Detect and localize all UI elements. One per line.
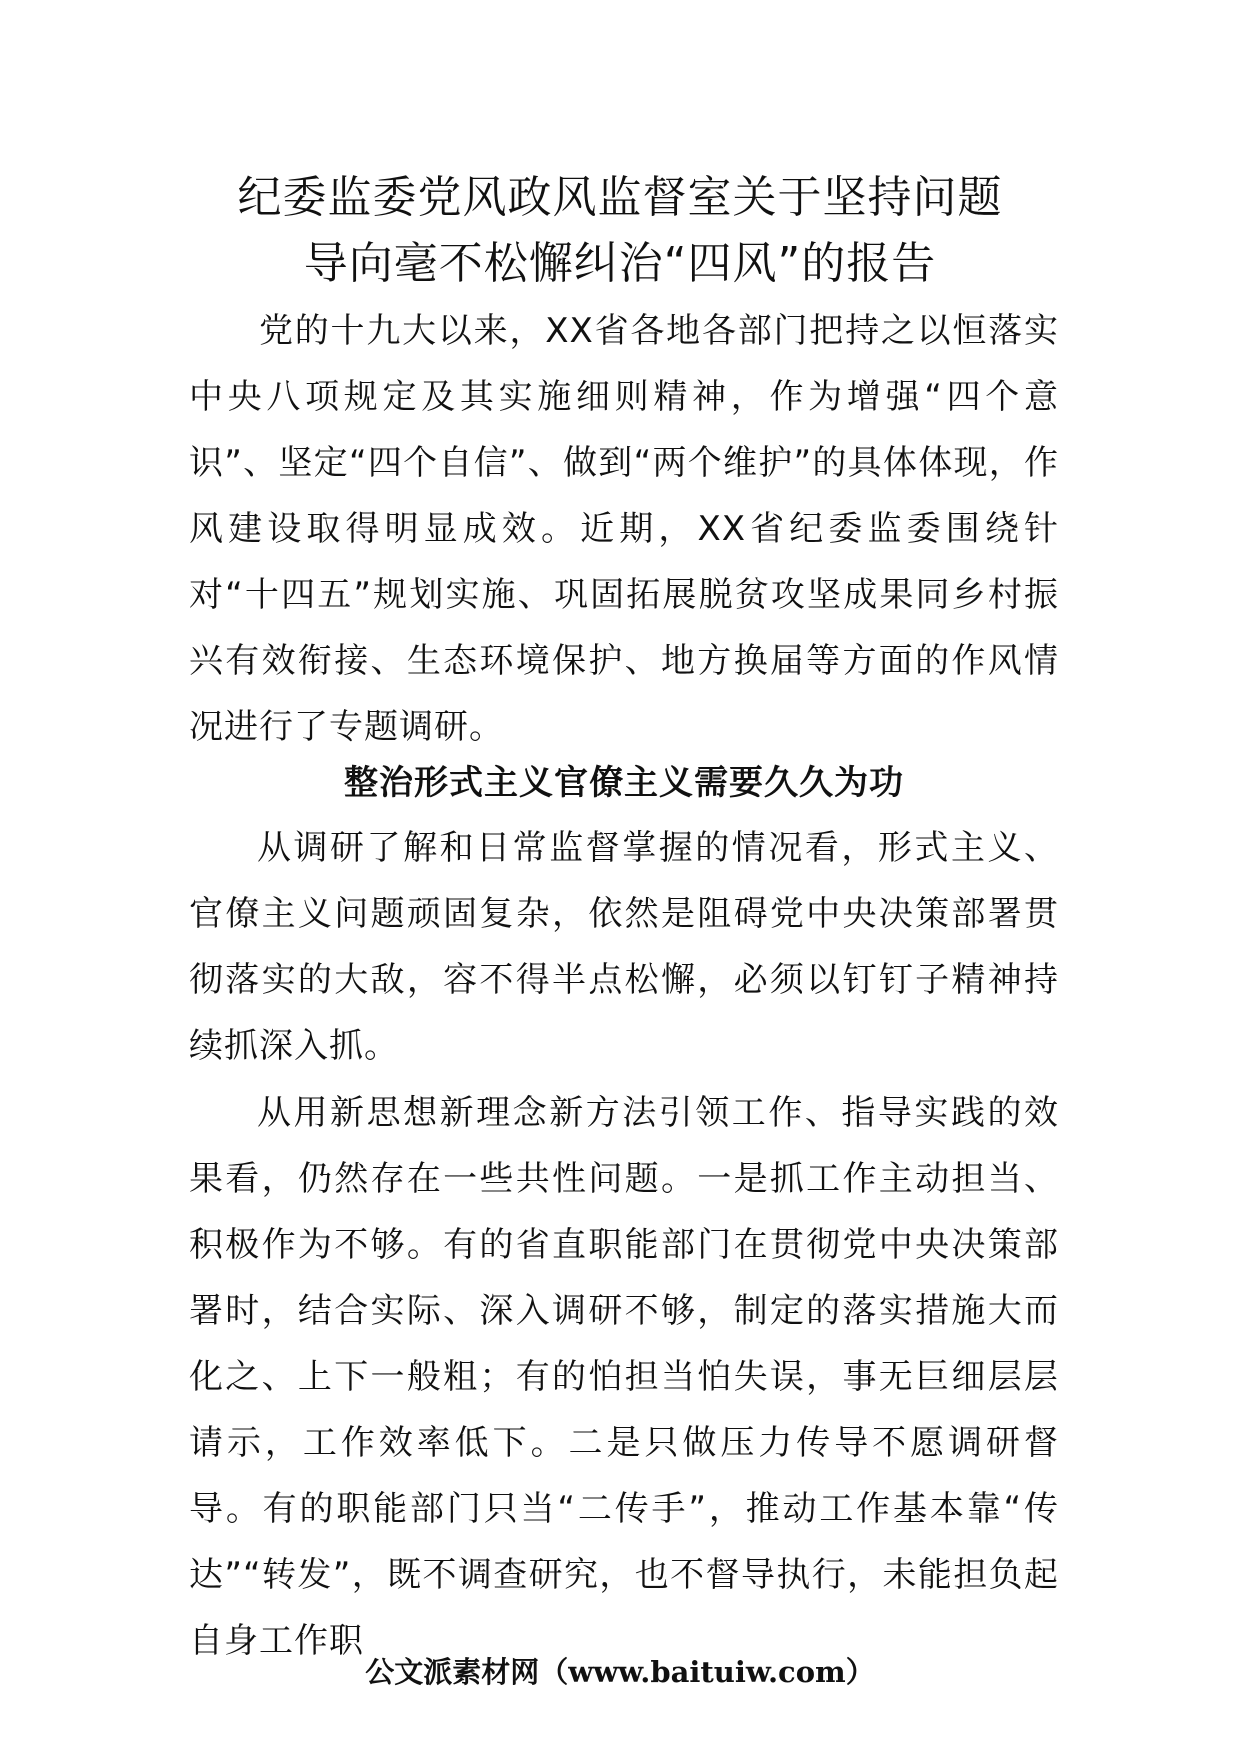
footer-watermark-text: 公文派素材网（www.baituiw.com） xyxy=(365,1655,875,1689)
section-heading: 整治形式主义官僚主义需要久久为功 xyxy=(344,763,904,803)
document-title-line-2: 导向毫不松懈纠治“四风”的报告 xyxy=(303,238,937,289)
paragraph-intro: 党的十九大以来，XX省各地各部门把持之以恒落实中央八项规定及其实施细则精神，作为增强“四个意识”、坚定“四个自信”、做到“两个维护”的具体体现，作风建设取得明显成效。近期，XX省纪委监委围绕针对“十四五”规划实施、巩固拓展脱贫攻坚成果同乡村振兴有效衔接、生态环境保护、地方换届等方面的作风情况进行了专题调研。 xyxy=(189,311,1059,747)
paragraph-common-problems: 从用新思想新理念新方法引领工作、指导实践的效果看，仍然存在一些共性问题。一是抓工作主动担当、积极作为不够。有的省直职能部门在贯彻党中央决策部署时，结合实际、深入调研不够，制定的落实措施大而化之、上下一般粗；有的怕担当怕失误，事无巨细层层请示，工作效率低下。二是只做压力传导不愿调研督导。有的职能部门只当“二传手”，推动工作基本靠“传达”“转发”，既不调查研究，也不督导执行，未能担负起自身工作职 xyxy=(189,1093,1059,1661)
paragraph-survey-findings: 从调研了解和日常监督掌握的情况看，形式主义、官僚主义问题顽固复杂，依然是阻碍党中央决策部署贯彻落实的大敌，容不得半点松懈，必须以钉钉子精神持续抓深入抓。 xyxy=(189,828,1059,1066)
document-title-line-1: 纪委监委党风政风监督室关于坚持问题 xyxy=(237,172,1003,223)
